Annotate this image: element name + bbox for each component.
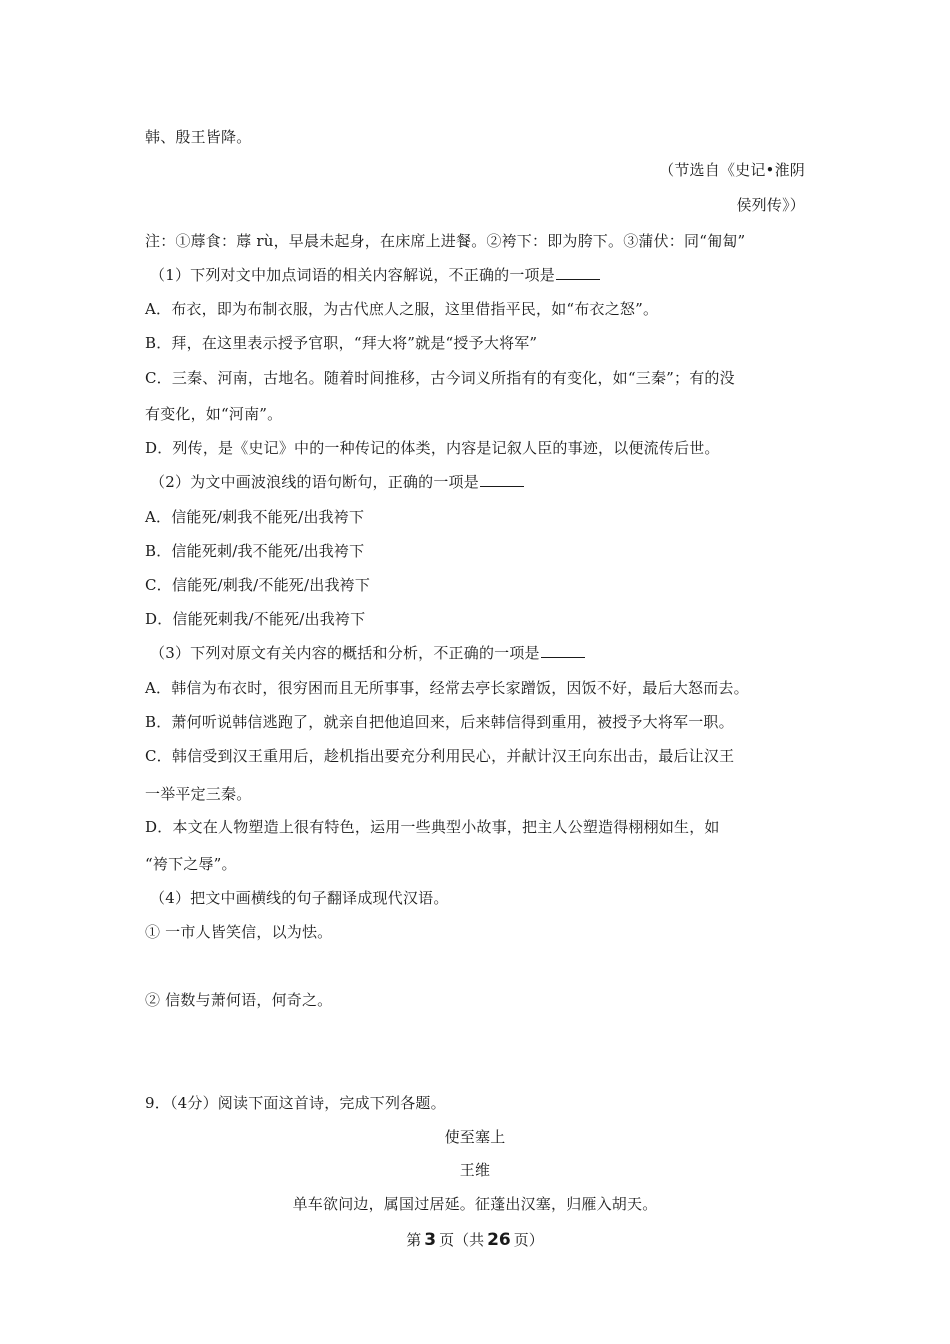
- footer-suffix: 页）: [513, 1231, 544, 1249]
- option-a: A．信能死/刺我不能死/出我袴下: [145, 508, 365, 526]
- poem-line: 单车欲问边，属国过居延。征蓬出汉塞，归雁入胡天。: [292, 1195, 658, 1213]
- option-b: B．拜，在这里表示授予官职，“拜大将”就是“授予大将军”: [145, 334, 538, 352]
- question-3-text: （3）下列对原文有关内容的概括和分析，不正确的一项是: [150, 644, 540, 662]
- question-2-text: （2）为文中画波浪线的语句断句，正确的一项是: [150, 473, 479, 491]
- option-b: B．萧何听说韩信逃跑了，就亲自把他追回来，后来韩信得到重用，被授予大将军一职。: [145, 713, 734, 731]
- question-9: 9．（4分）阅读下面这首诗，完成下列各题。: [145, 1094, 446, 1112]
- option-c: C．信能死/刺我/不能死/出我袴下: [145, 576, 371, 594]
- option-d: D．本文在人物塑造上很有特色，运用一些典型小故事，把主人公塑造得栩栩如生，如: [145, 818, 720, 836]
- answer-blank: [556, 265, 600, 280]
- answer-blank: [480, 472, 524, 487]
- option-c: C．韩信受到汉王重用后，趁机指出要充分利用民心，并献计汉王向东出击，最后让汉王: [145, 747, 735, 765]
- poem-title: 使至塞上: [444, 1128, 506, 1146]
- poem-author: 王维: [459, 1161, 491, 1179]
- question-2: [150, 471, 815, 493]
- option-d-continued: “袴下之辱”。: [145, 855, 237, 873]
- option-b: B．信能死刺/我不能死/出我袴下: [145, 542, 365, 560]
- question-1: [150, 264, 815, 286]
- footer-mid: 页（共: [439, 1231, 485, 1249]
- page-footer: [0, 1229, 950, 1251]
- question-4: （4）把文中画横线的句子翻译成现代汉语。: [150, 889, 449, 907]
- option-c-continued: 一举平定三秦。: [145, 785, 252, 803]
- option-c: C．三秦、河南，古地名。随着时间推移，古今词义所指有的有变化，如“三秦”；有的没: [145, 369, 735, 387]
- option-a: A．韩信为布衣时，很穷困而且无所事事，经常去亭长家蹭饭，因饭不好，最后大怒而去。: [145, 679, 749, 697]
- page-number: 3: [424, 1230, 437, 1250]
- text-line: 韩、殷王皆降。: [145, 128, 252, 146]
- source-citation: 侯列传》）: [736, 196, 805, 214]
- footer-prefix: 第: [406, 1231, 422, 1249]
- total-pages: 26: [487, 1230, 511, 1250]
- question-3: [150, 642, 815, 664]
- source-citation: （节选自《史记•淮阴: [659, 161, 805, 179]
- annotation-note: 注：①蓐食：蓐 rù，早晨未起身，在床席上进餐。②袴下：即为胯下。③蒲伏：同“匍匐”: [145, 232, 746, 250]
- option-a: A．布衣，即为布制衣服，为古代庶人之服，这里借指平民，如“布衣之怒”。: [145, 300, 659, 318]
- translation-item-1: ① 一市人皆笑信，以为怯。: [145, 923, 333, 941]
- option-c-continued: 有变化，如“河南”。: [145, 405, 283, 423]
- option-d: D．列传，是《史记》中的一种传记的体类，内容是记叙人臣的事迹，以便流传后世。: [145, 439, 720, 457]
- translation-item-2: ② 信数与萧何语，何奇之。: [145, 991, 333, 1009]
- question-1-text: （1）下列对文中加点词语的相关内容解说，不正确的一项是: [150, 266, 555, 284]
- option-d: D．信能死刺我/不能死/出我袴下: [145, 610, 366, 628]
- answer-blank: [541, 643, 585, 658]
